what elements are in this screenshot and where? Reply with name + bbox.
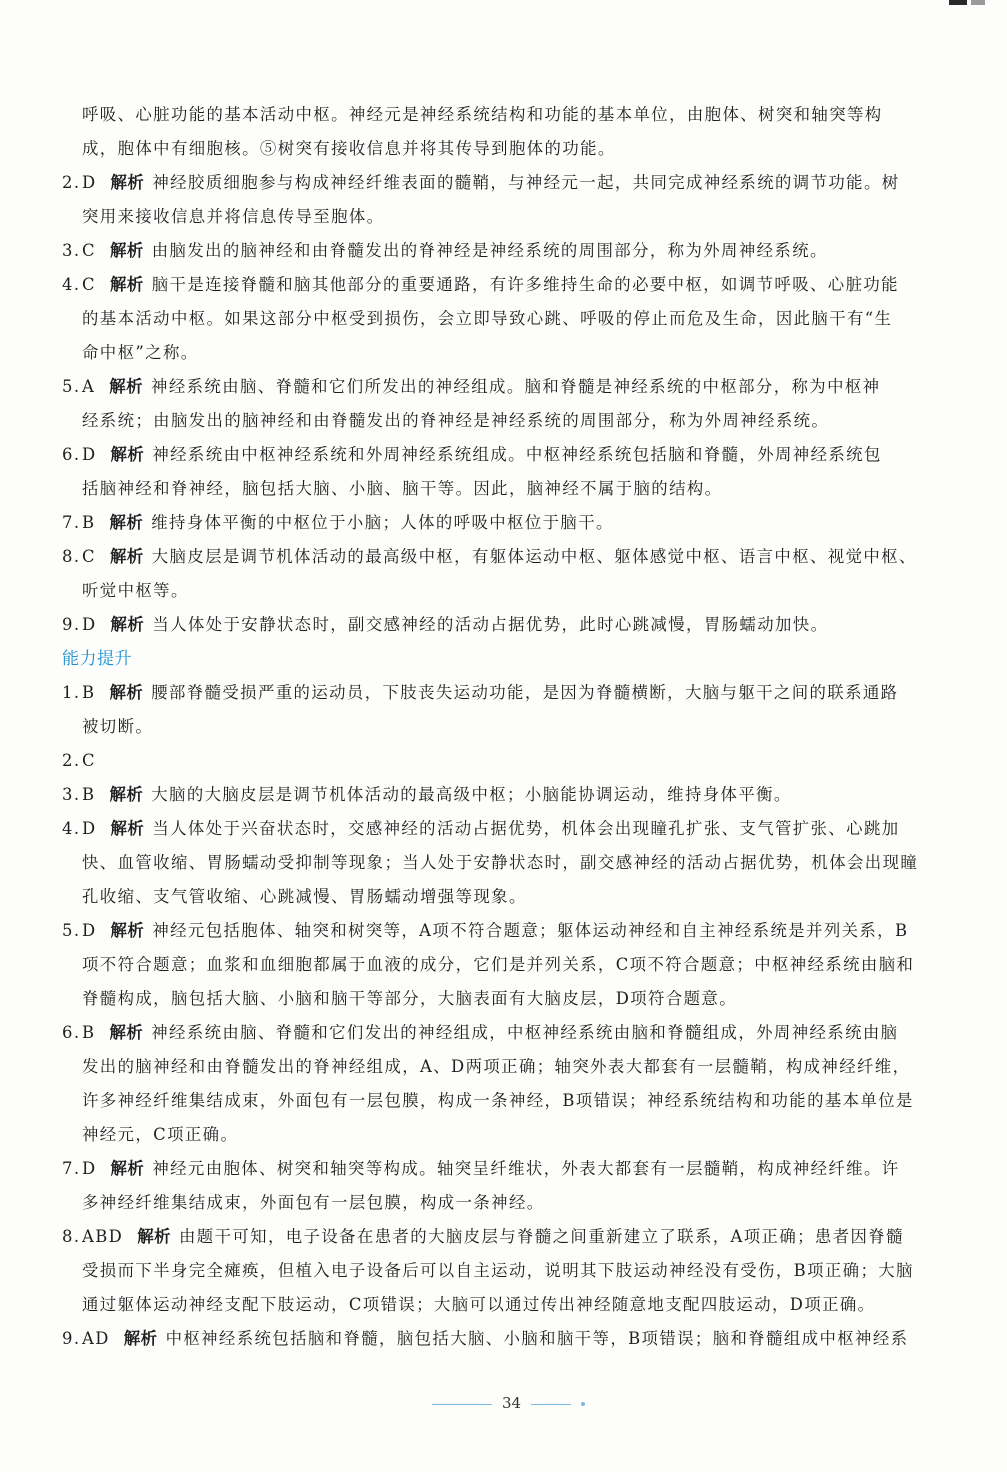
answer-choice: D: [82, 173, 97, 192]
analysis-text: 大脑的大脑皮层是调节机体活动的最高级中枢；小脑能协调运动，维持身体平衡。: [151, 785, 792, 804]
question-number: 2.: [62, 751, 81, 770]
answer-item: [62, 1152, 942, 1220]
analysis-text: 神经胶质细胞参与构成神经纤维表面的髓鞘，与神经元一起，共同完成神经系统的调节功能。树: [152, 173, 900, 192]
analysis-keyword: 解析: [109, 275, 144, 294]
analysis-text: 当人体处于安静状态时，副交感神经的活动占据优势，此时心跳减慢，胃肠蠕动加快。: [152, 615, 829, 634]
answer-choice: B: [82, 683, 96, 702]
answer-content: [62, 98, 942, 1356]
intro-paragraph: [62, 98, 942, 166]
analysis-continuation-line: 的基本活动中枢。如果这部分中枢受到损伤，会立即导致心跳、呼吸的停止而危及生命，因此脑干有“生: [82, 309, 893, 328]
analysis-text: 维持身体平衡的中枢位于小脑；人体的呼吸中枢位于脑干。: [151, 513, 614, 532]
question-number: 1.: [62, 683, 81, 702]
question-number: 3.: [62, 241, 81, 260]
question-number: 8.: [62, 547, 81, 566]
answer-item-first-line: [62, 914, 942, 948]
question-number: 6.: [62, 1023, 81, 1042]
analysis-text: 中枢神经系统包括脑和脊髓，脑包括大脑、小脑和脑干等，B项错误；脑和脊髓组成中枢神经系: [165, 1329, 909, 1348]
analysis-text: 腰部脊髓受损严重的运动员，下肢丧失运动功能，是因为脊髓横断，大脑与躯干之间的联系通路: [151, 683, 899, 702]
analysis-keyword: 解析: [110, 173, 145, 192]
analysis-text: 由脑发出的脑神经和由脊髓发出的脊神经是神经系统的周围部分，称为外周神经系统。: [151, 241, 828, 260]
answer-choice: D: [82, 921, 97, 940]
analysis-continuation-line: 发出的脑神经和由脊髓发出的脊神经组成，A、D两项正确；轴突外表大都套有一层髓鞘，构成神经纤维，: [82, 1057, 911, 1076]
question-number: 7.: [62, 513, 81, 532]
analysis-continuation-line: 快、血管收缩、胃肠蠕动受抑制等现象；当人处于安静状态时，副交感神经的活动占据优势，机体会出现瞳: [82, 853, 919, 872]
analysis-text: 当人体处于兴奋状态时，交感神经的活动占据优势，机体会出现瞳孔扩张、支气管扩张、心跳加: [152, 819, 900, 838]
answer-item: [62, 370, 942, 438]
answer-item: [62, 438, 942, 506]
question-number: 2.: [62, 173, 81, 192]
analysis-continuation-line: 被切断。: [82, 717, 154, 736]
footer-rule-right: [531, 1404, 571, 1405]
analysis-continuation-line: 经系统；由脑发出的脑神经和由脊髓发出的脊神经是神经系统的周围部分，称为外周神经系统。: [82, 411, 830, 430]
corner-mark: [949, 0, 987, 6]
answer-item: [62, 166, 942, 234]
answer-item-first-line: [62, 540, 942, 574]
analysis-continuation-line: 脊髓构成，脑包括大脑、小脑和脑干等部分，大脑表面有大脑皮层，D项符合题意。: [82, 989, 738, 1008]
answer-choice: AD: [82, 1329, 110, 1348]
analysis-keyword: 解析: [109, 1023, 144, 1042]
answer-item-first-line: [62, 438, 942, 472]
question-number: 6.: [62, 445, 81, 464]
answer-item-first-line: [62, 1016, 942, 1050]
analysis-text: 由题干可知，电子设备在患者的大脑皮层与脊髓之间重新建立了联系，A项正确；患者因脊髓: [179, 1227, 904, 1246]
page-footer: [0, 1394, 1007, 1412]
corner-bar-light: [971, 0, 985, 5]
answer-item-first-line: [62, 1220, 942, 1254]
answer-item: [62, 608, 942, 642]
answer-item-first-line: [62, 1322, 942, 1356]
analysis-keyword: 解析: [109, 785, 144, 804]
answer-item: [62, 914, 942, 1016]
answer-item-first-line: [62, 166, 942, 200]
analysis-text: 神经系统由脑、脊髓和它们发出的神经组成，中枢神经系统由脑和脊髓组成，外周神经系统由脑: [151, 1023, 899, 1042]
answer-item: [62, 1016, 942, 1152]
answer-choice: C: [82, 275, 96, 294]
answer-item: [62, 812, 942, 914]
analysis-text: 神经元由胞体、树突和轴突等构成。轴突呈纤维状，外表大都套有一层髓鞘，构成神经纤维。许: [152, 1159, 900, 1178]
analysis-continuation-line: 许多神经纤维集结成束，外面包有一层包膜，构成一条神经，B项错误；神经系统结构和功能的基本单位是: [82, 1091, 914, 1110]
question-number: 7.: [62, 1159, 81, 1178]
question-number: 5.: [62, 377, 81, 396]
analysis-continuation-line: 项不符合题意；血浆和血细胞都属于血液的成分，它们是并列关系，C项不符合题意；中枢神经系统由脑和: [82, 955, 915, 974]
answer-choice: B: [82, 785, 96, 804]
analysis-continuation-line: 突用来接收信息并将信息传导至胞体。: [82, 207, 385, 226]
question-number: 5.: [62, 921, 81, 940]
analysis-continuation-line: 多神经纤维集结成束，外面包有一层包膜，构成一条神经。: [82, 1193, 545, 1212]
answer-item: [62, 1322, 942, 1356]
analysis-continuation-line: 听觉中枢等。: [82, 581, 189, 600]
analysis-text: 脑干是连接脊髓和脑其他部分的重要通路，有许多维持生命的必要中枢，如调节呼吸、心脏功能: [151, 275, 899, 294]
question-number: 4.: [62, 819, 81, 838]
answer-item: [62, 778, 942, 812]
corner-bar-dark: [949, 0, 967, 5]
analysis-text: 神经系统由中枢神经系统和外周神经系统组成。中枢神经系统包括脑和脊髓，外周神经系统包: [152, 445, 882, 464]
analysis-keyword: 解析: [109, 241, 144, 260]
answer-choice: C: [82, 547, 96, 566]
answer-item-first-line: [62, 608, 942, 642]
page-number: 34: [501, 1394, 522, 1412]
answer-choice: D: [82, 615, 97, 634]
analysis-keyword: 解析: [110, 921, 145, 940]
answer-item-first-line: [62, 234, 942, 268]
analysis-continuation-line: 命中枢”之称。: [82, 343, 199, 362]
analysis-keyword: 解析: [110, 445, 145, 464]
analysis-keyword: 解析: [123, 1329, 158, 1348]
analysis-keyword: 解析: [109, 513, 144, 532]
answer-item: [62, 744, 942, 778]
answer-choice: B: [82, 1023, 96, 1042]
question-number: 9.: [62, 615, 81, 634]
analysis-text: 神经元包括胞体、轴突和树突等，A项不符合题意；躯体运动神经和自主神经系统是并列关系，B: [152, 921, 909, 940]
analysis-continuation-line: 受损而下半身完全瘫痪，但植入电子设备后可以自主运动，说明其下肢运动神经没有受伤，B项正确；大脑: [82, 1261, 914, 1280]
answer-choice: ABD: [82, 1227, 124, 1246]
analysis-continuation-line: 通过躯体运动神经支配下肢运动，C项错误；大脑可以通过传出神经随意地支配四肢运动，D项正确。: [82, 1295, 876, 1314]
answer-choice: D: [82, 445, 97, 464]
analysis-keyword: 解析: [110, 1159, 145, 1178]
section-basic-answers: [62, 166, 942, 642]
answer-choice: D: [82, 1159, 97, 1178]
question-number: 4.: [62, 275, 81, 294]
answer-item-first-line: [62, 268, 942, 302]
answer-item: [62, 506, 942, 540]
answer-item-first-line: [62, 506, 942, 540]
section-ability-answers: [62, 676, 942, 1356]
answer-item: [62, 676, 942, 744]
answer-choice: C: [82, 751, 96, 770]
analysis-keyword: 解析: [110, 615, 145, 634]
answer-item-first-line: [62, 1152, 942, 1186]
question-number: 3.: [62, 785, 81, 804]
footer-dot: [581, 1402, 585, 1406]
answer-item-first-line: [62, 370, 942, 404]
analysis-continuation-line: 孔收缩、支气管收缩、心跳减慢、胃肠蠕动增强等现象。: [82, 887, 527, 906]
analysis-keyword: 解析: [137, 1227, 172, 1246]
analysis-text: 大脑皮层是调节机体活动的最高级中枢，有躯体运动中枢、躯体感觉中枢、语言中枢、视觉中枢、: [151, 547, 917, 566]
answer-item: [62, 1220, 942, 1322]
answer-item: [62, 268, 942, 370]
section-title-ability: 能力提升: [62, 649, 132, 669]
answer-choice: C: [82, 241, 96, 260]
answer-item: [62, 540, 942, 608]
analysis-keyword: 解析: [109, 683, 144, 702]
answer-item-first-line: [62, 676, 942, 710]
analysis-continuation-line: 神经元，C项正确。: [82, 1125, 239, 1144]
question-number: 8.: [62, 1227, 81, 1246]
answer-item-first-line: [62, 744, 942, 778]
answer-item: [62, 234, 942, 268]
answer-choice: D: [82, 819, 97, 838]
answer-choice: B: [82, 513, 96, 532]
analysis-text: 神经系统由脑、脊髓和它们所发出的神经组成。脑和脊髓是神经系统的中枢部分，称为中枢神: [151, 377, 881, 396]
analysis-keyword: 解析: [109, 377, 144, 396]
footer-rule-left: [432, 1404, 492, 1405]
analysis-keyword: 解析: [109, 547, 144, 566]
answer-item-first-line: [62, 778, 942, 812]
answer-item-first-line: [62, 812, 942, 846]
question-number: 9.: [62, 1329, 81, 1348]
intro-line: 呼吸、心脏功能的基本活动中枢。神经元是神经系统结构和功能的基本单位，由胞体、树突和轴突等构: [82, 105, 883, 124]
analysis-continuation-line: 括脑神经和脊神经，脑包括大脑、小脑、脑干等。因此，脑神经不属于脑的结构。: [82, 479, 723, 498]
answer-choice: A: [82, 377, 96, 396]
analysis-keyword: 解析: [110, 819, 145, 838]
intro-line: 成，胞体中有细胞核。⑤树突有接收信息并将其传导到胞体的功能。: [82, 139, 616, 158]
